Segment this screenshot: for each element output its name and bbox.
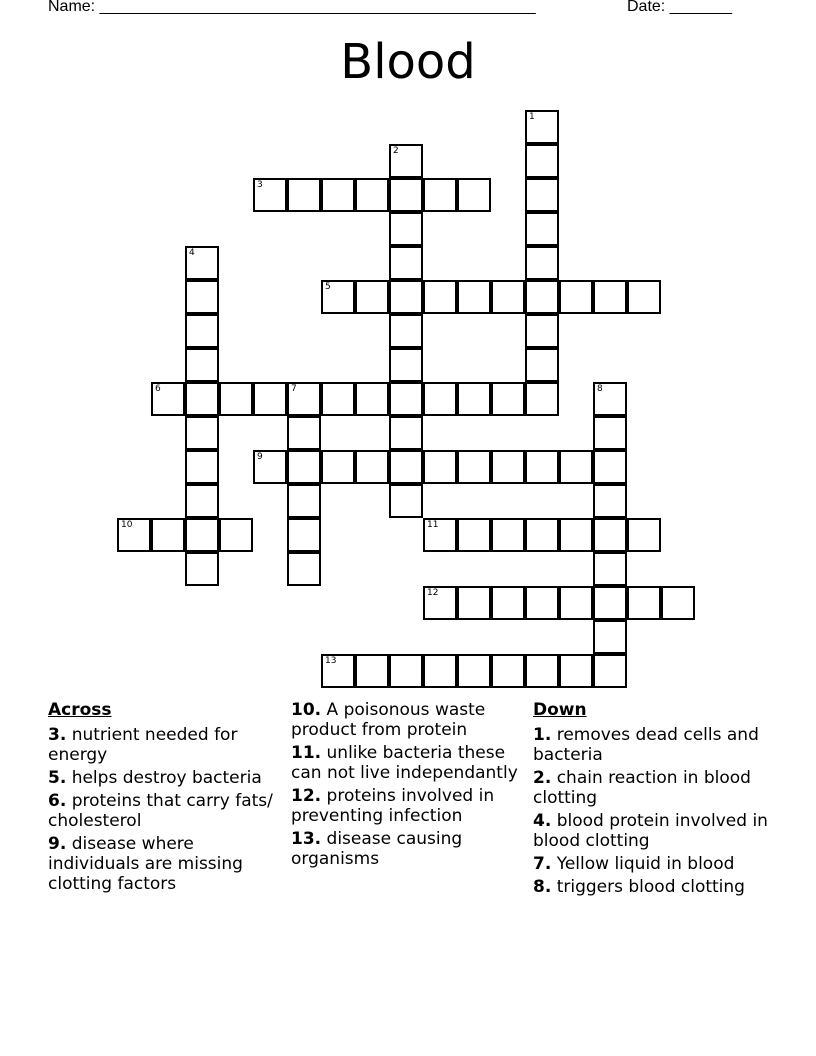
grid-cell[interactable] xyxy=(185,552,219,586)
grid-cell[interactable] xyxy=(593,518,627,552)
grid-cell[interactable] xyxy=(253,450,287,484)
grid-cell[interactable] xyxy=(287,552,321,586)
clue-text: proteins involved in preventing infection xyxy=(291,786,495,826)
grid-cell[interactable] xyxy=(525,212,559,246)
clue-text: proteins that carry fats/ cholesterol xyxy=(48,791,273,831)
grid-cell[interactable] xyxy=(525,280,559,314)
grid-cell[interactable] xyxy=(457,382,491,416)
clue-text: helps destroy bacteria xyxy=(71,768,262,788)
grid-cell[interactable] xyxy=(457,450,491,484)
clue-number: 5. xyxy=(48,768,67,788)
cell-number: 13 xyxy=(325,656,337,666)
clue xyxy=(291,700,521,740)
cell-number: 11 xyxy=(427,520,439,530)
grid-cell[interactable] xyxy=(117,518,151,552)
grid-cell[interactable] xyxy=(457,586,491,620)
grid-cell[interactable] xyxy=(355,178,389,212)
grid-cell[interactable] xyxy=(219,382,253,416)
cell-number: 5 xyxy=(325,282,331,292)
grid-cell[interactable] xyxy=(559,654,593,688)
grid-cell[interactable] xyxy=(423,450,457,484)
clue xyxy=(533,768,773,808)
grid-cell[interactable] xyxy=(457,280,491,314)
cell-number: 1 xyxy=(529,112,535,122)
grid-cell[interactable] xyxy=(287,178,321,212)
clue-number: 1. xyxy=(533,725,552,745)
grid-cell[interactable] xyxy=(525,654,559,688)
clue-number: 7. xyxy=(533,854,552,874)
cell-number: 7 xyxy=(291,384,297,394)
grid-cell[interactable] xyxy=(457,518,491,552)
down-heading: Down xyxy=(533,700,587,720)
grid-cell[interactable] xyxy=(525,348,559,382)
clue-text: A poisonous waste product from protein xyxy=(291,700,486,740)
grid-cell[interactable] xyxy=(491,654,525,688)
clue xyxy=(48,791,278,831)
grid-cell[interactable] xyxy=(593,280,627,314)
grid-cell[interactable] xyxy=(389,280,423,314)
clue xyxy=(48,768,278,788)
clue-number: 13. xyxy=(291,829,322,849)
grid-cell[interactable] xyxy=(389,450,423,484)
grid-cell[interactable] xyxy=(525,382,559,416)
grid-cell[interactable] xyxy=(423,280,457,314)
clue-number: 9. xyxy=(48,834,67,854)
grid-cell[interactable] xyxy=(423,178,457,212)
grid-cell[interactable] xyxy=(389,314,423,348)
grid-cell[interactable] xyxy=(559,518,593,552)
clue-number: 12. xyxy=(291,786,322,806)
grid-cell[interactable] xyxy=(559,280,593,314)
cell-number: 4 xyxy=(189,248,195,258)
grid-cell[interactable] xyxy=(661,586,695,620)
grid-cell[interactable] xyxy=(185,382,219,416)
grid-cell[interactable] xyxy=(389,348,423,382)
grid-cell[interactable] xyxy=(253,178,287,212)
down-clues-column xyxy=(533,700,773,900)
grid-cell[interactable] xyxy=(593,382,627,416)
grid-cell[interactable] xyxy=(287,450,321,484)
date-field: Date: _______ xyxy=(627,0,732,15)
grid-cell[interactable] xyxy=(151,382,185,416)
cell-number: 8 xyxy=(597,384,603,394)
grid-cell[interactable] xyxy=(491,382,525,416)
grid-cell[interactable] xyxy=(593,620,627,654)
grid-cell[interactable] xyxy=(355,450,389,484)
across-clues-column-2 xyxy=(291,700,521,872)
clue-text: disease causing organisms xyxy=(291,829,463,869)
puzzle-title: Blood xyxy=(340,34,476,90)
clue-text: disease where individuals are missing clotting factors xyxy=(48,834,243,894)
across-clues-column-1 xyxy=(48,700,278,897)
grid-cell[interactable] xyxy=(287,518,321,552)
clue xyxy=(533,854,773,874)
grid-cell[interactable] xyxy=(389,654,423,688)
grid-cell[interactable] xyxy=(219,518,253,552)
grid-cell[interactable] xyxy=(525,246,559,280)
grid-cell[interactable] xyxy=(185,450,219,484)
grid-cell[interactable] xyxy=(593,586,627,620)
grid-cell[interactable] xyxy=(491,586,525,620)
grid-cell[interactable] xyxy=(185,416,219,450)
clue-number: 8. xyxy=(533,877,552,897)
grid-cell[interactable] xyxy=(593,552,627,586)
clue-number: 10. xyxy=(291,700,322,720)
grid-cell[interactable] xyxy=(559,586,593,620)
grid-cell[interactable] xyxy=(525,144,559,178)
grid-cell[interactable] xyxy=(185,246,219,280)
grid-cell[interactable] xyxy=(389,178,423,212)
grid-cell[interactable] xyxy=(423,382,457,416)
cell-number: 2 xyxy=(393,146,399,156)
clue xyxy=(533,877,773,897)
grid-cell[interactable] xyxy=(185,348,219,382)
cell-number: 6 xyxy=(155,384,161,394)
grid-cell[interactable] xyxy=(559,450,593,484)
grid-cell[interactable] xyxy=(491,450,525,484)
cell-number: 10 xyxy=(121,520,133,530)
grid-cell[interactable] xyxy=(491,280,525,314)
grid-cell[interactable] xyxy=(525,314,559,348)
grid-cell[interactable] xyxy=(457,654,491,688)
clue-number: 6. xyxy=(48,791,67,811)
grid-cell[interactable] xyxy=(423,654,457,688)
grid-cell[interactable] xyxy=(287,382,321,416)
clue xyxy=(48,725,278,765)
grid-cell[interactable] xyxy=(321,654,355,688)
grid-cell[interactable] xyxy=(525,178,559,212)
grid-cell[interactable] xyxy=(389,484,423,518)
grid-cell[interactable] xyxy=(389,382,423,416)
grid-cell[interactable] xyxy=(491,518,525,552)
grid-cell[interactable] xyxy=(525,110,559,144)
grid-cell[interactable] xyxy=(185,314,219,348)
clue-text: chain reaction in blood clotting xyxy=(533,768,751,808)
grid-cell[interactable] xyxy=(321,382,355,416)
clue xyxy=(533,811,773,851)
cell-number: 12 xyxy=(427,588,439,598)
grid-cell[interactable] xyxy=(457,178,491,212)
name-field: Name: _________________________________________________ xyxy=(48,0,536,15)
grid-cell[interactable] xyxy=(627,518,661,552)
grid-cell[interactable] xyxy=(287,484,321,518)
grid-cell[interactable] xyxy=(627,586,661,620)
grid-cell[interactable] xyxy=(525,518,559,552)
clue xyxy=(291,829,521,869)
grid-cell[interactable] xyxy=(321,178,355,212)
clue-text: blood protein involved in blood clotting xyxy=(533,811,768,851)
clue-text: nutrient needed for energy xyxy=(48,725,238,765)
grid-cell[interactable] xyxy=(321,450,355,484)
grid-cell[interactable] xyxy=(525,586,559,620)
grid-cell[interactable] xyxy=(423,586,457,620)
clue-number: 3. xyxy=(48,725,67,745)
clue-text: triggers blood clotting xyxy=(556,877,745,897)
clue-number: 2. xyxy=(533,768,552,788)
grid-cell[interactable] xyxy=(151,518,185,552)
grid-cell[interactable] xyxy=(287,416,321,450)
clue xyxy=(48,834,278,894)
grid-cell[interactable] xyxy=(253,382,287,416)
grid-cell[interactable] xyxy=(389,246,423,280)
cell-number: 3 xyxy=(257,180,263,190)
grid-cell[interactable] xyxy=(355,654,389,688)
grid-cell[interactable] xyxy=(593,484,627,518)
clue-number: 11. xyxy=(291,743,322,763)
grid-cell[interactable] xyxy=(389,144,423,178)
grid-cell[interactable] xyxy=(389,212,423,246)
cell-number: 9 xyxy=(257,452,263,462)
grid-cell[interactable] xyxy=(321,280,355,314)
grid-cell[interactable] xyxy=(185,518,219,552)
clue xyxy=(533,725,773,765)
grid-cell[interactable] xyxy=(355,280,389,314)
grid-cell[interactable] xyxy=(423,518,457,552)
clue xyxy=(291,786,521,826)
grid-cell[interactable] xyxy=(389,416,423,450)
grid-cell[interactable] xyxy=(593,450,627,484)
grid-cell[interactable] xyxy=(593,416,627,450)
across-heading: Across xyxy=(48,700,112,720)
clue-text: unlike bacteria these can not live independantly xyxy=(291,743,518,783)
grid-cell[interactable] xyxy=(525,450,559,484)
clue-number: 4. xyxy=(533,811,552,831)
clue-text: removes dead cells and bacteria xyxy=(533,725,759,765)
grid-cell[interactable] xyxy=(355,382,389,416)
clue-text: Yellow liquid in blood xyxy=(556,854,735,874)
grid-cell[interactable] xyxy=(627,280,661,314)
grid-cell[interactable] xyxy=(185,484,219,518)
clue xyxy=(291,743,521,783)
grid-cell[interactable] xyxy=(185,280,219,314)
grid-cell[interactable] xyxy=(593,654,627,688)
